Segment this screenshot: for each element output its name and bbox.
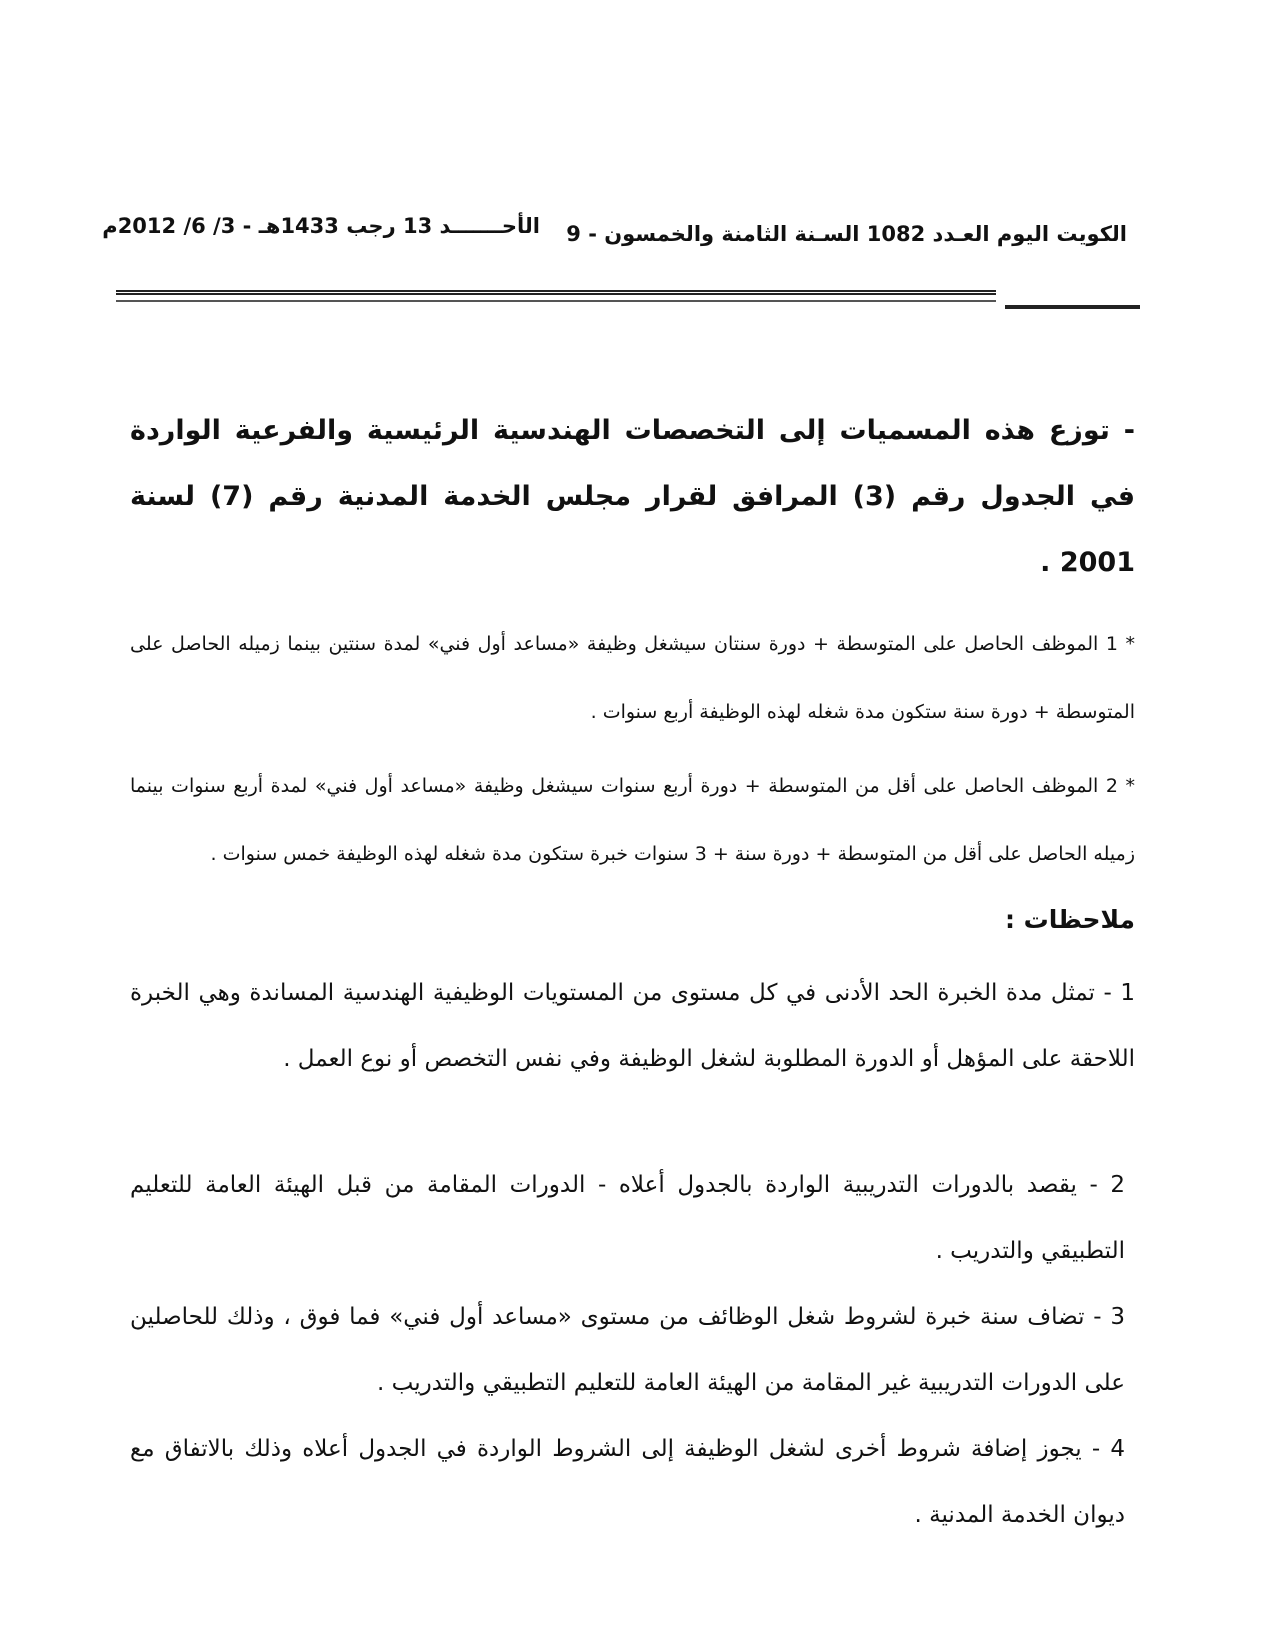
note-1: 1 - تمثل مدة الخبرة الحد الأدنى في كل مستوى من المستويات الوظيفية الهندسية المساندة وهي الخبرة اللاحقة على المؤهل أو الدورة المطلوبة لشغل الوظيفة وفي نفس التخصص أو نوع العمل . [130,980,1135,1072]
note-2: 2 - يقصد بالدورات التدريبية الواردة بالجدول أعلاه - الدورات المقامة من قبل الهيئة العامة للتعليم التطبيقي والتدريب . [130,1172,1125,1264]
bullet-paragraph-2: * 2 الموظف الحاصل على أقل من المتوسطة + دورة أربع سنوات سيشغل وظيفة «مساعد أول فني» لمدة أربع سنوات بينما زميله الحاصل على أقل من المتوسطة + دورة سنة + 3 سنوات خبرة ستكون مدة شغله لهذه الوظيفة خمس سنوات . [130,775,1136,865]
note-4: 4 - يجوز إضافة شروط أخرى لشغل الوظيفة إلى الشروط الواردة في الجدول أعلاه وذلك بالاتفاق مع ديوان الخدمة المدنية . [130,1436,1125,1528]
note-3: 3 - تضاف سنة خبرة لشروط شغل الوظائف من مستوى «مساعد أول فني» فما فوق ، وذلك للحاصلين على الدورات التدريبية غير المقامة من الهيئة العامة للتعليم التطبيقي والتدريب . [130,1304,1125,1396]
header-rule-double [116,290,996,295]
header-rule-short [1005,305,1140,309]
lead-paragraph: - توزع هذه المسميات إلى التخصصات الهندسية الرئيسية والفرعية الواردة في الجدول رقم (3) المرافق لقرار مجلس الخدمة المدنية رقم (7) لسنة 2001 . [130,415,1136,578]
date-line: الأحـــــــد 13 رجب 1433هـ - 3/ 6/ 2012م [102,214,540,238]
header-rule-thin [116,300,996,302]
notes-heading: ملاحظات : [1004,905,1135,934]
bullet-paragraph-1: * 1 الموظف الحاصل على المتوسطة + دورة سنتان سيشغل وظيفة «مساعد أول فني» لمدة سنتين بينما زميله الحاصل على المتوسطة + دورة سنة ستكون مدة شغله لهذه الوظيفة أربع سنوات . [130,633,1135,723]
issue-line: الكويت اليوم العـدد 1082 السـنة الثامنة والخمسون - 9 [566,222,1127,246]
body-content [130,398,1135,1548]
